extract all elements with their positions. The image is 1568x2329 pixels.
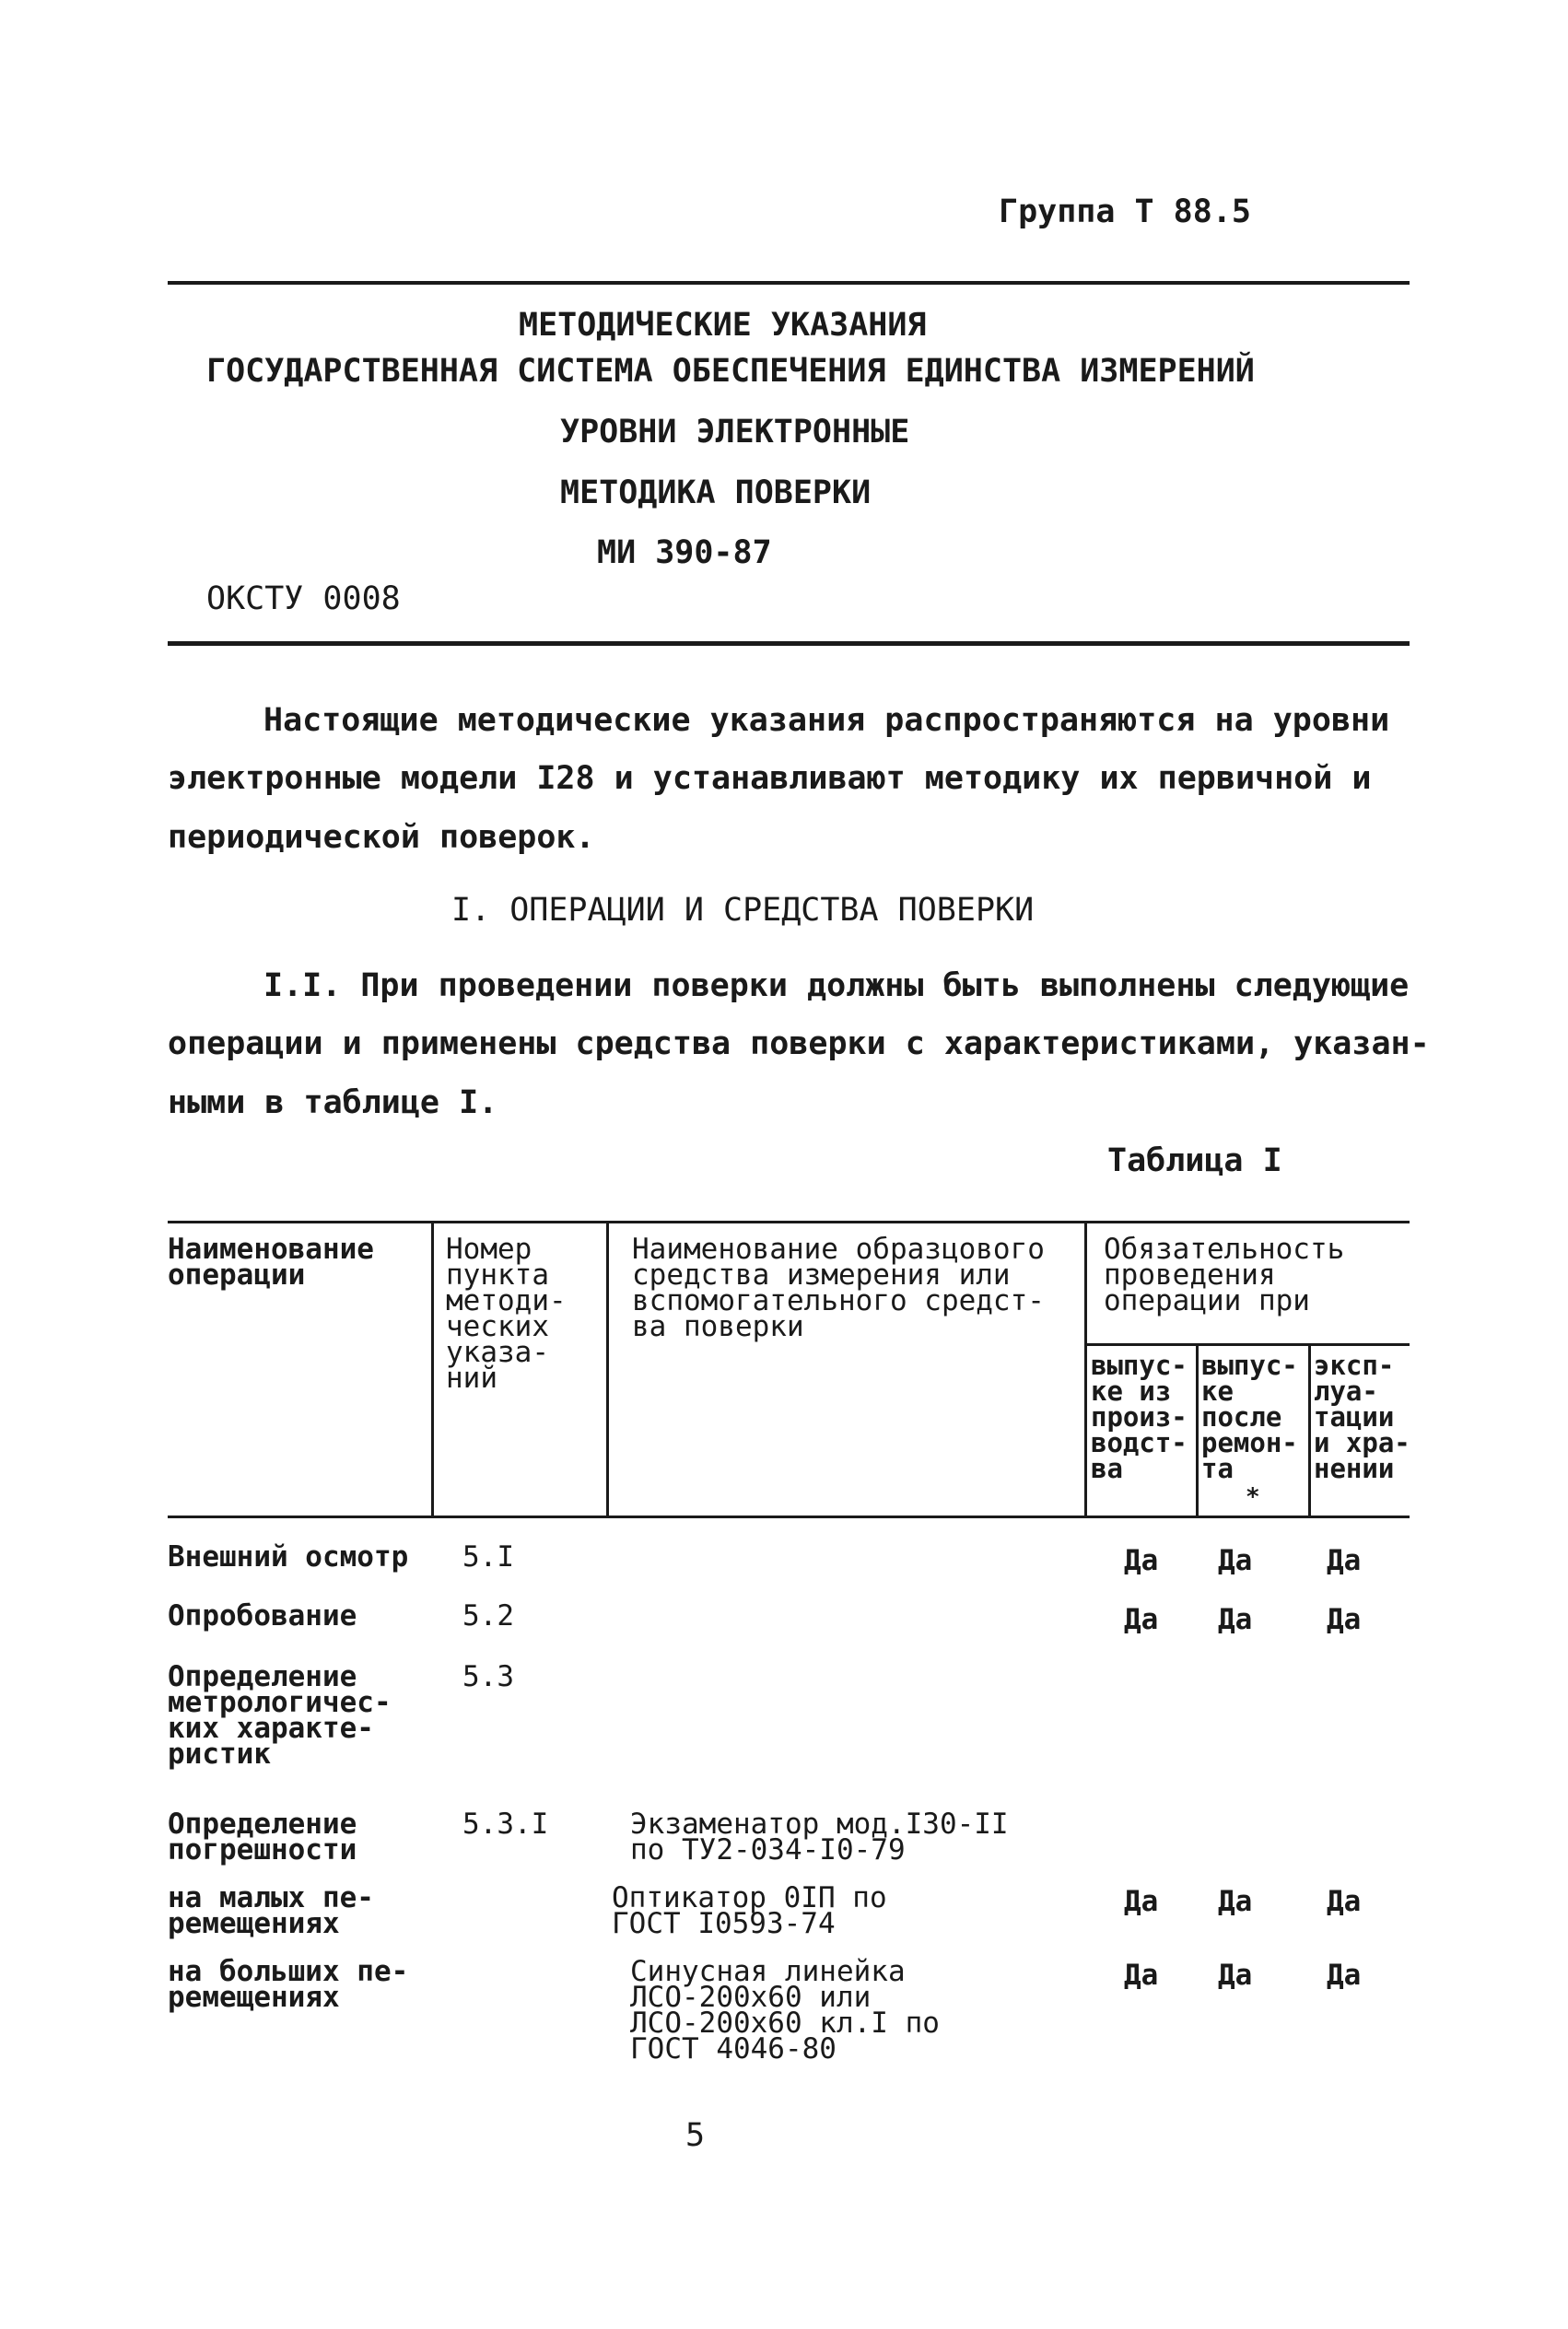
table-subheader-production: выпус- ке из произ- водст- ва (1091, 1350, 1188, 1484)
para-1-1-line-1: I.I. При проведении поверки должны быть выполнены следующие (263, 967, 1410, 1004)
intro-line-2: электронные модели I28 и устанавливают методику их первичной и (168, 760, 1372, 797)
table-subheader-after-repair: выпус- ке после ремон- та (1201, 1350, 1298, 1484)
row-production: Да (1124, 1603, 1159, 1636)
intro-line-3: периодической поверок. (168, 819, 595, 856)
row-operation-storage: Да (1327, 1885, 1362, 1918)
intro-line-1: Настоящие методические указания распространяются на уровни (263, 702, 1390, 739)
row-operation: на малых пе- ремещениях (168, 1881, 374, 1940)
group-code: Группа Т 88.5 (999, 193, 1251, 230)
table-footnote-mark: * (1246, 1483, 1260, 1511)
para-1-1-line-3: ными в таблице I. (168, 1084, 498, 1121)
table-col-divider (1196, 1343, 1199, 1516)
row-item-number: 5.I (462, 1540, 514, 1574)
row-item-number: 5.2 (462, 1599, 514, 1633)
row-operation-storage: Да (1327, 1959, 1362, 1992)
row-after-repair: Да (1218, 1544, 1253, 1577)
table-col-divider (606, 1221, 609, 1516)
row-means: Экзаменатор мод.I30-II по ТУ2-034-I0-79 (630, 1808, 1009, 1867)
header-title-4: МЕТОДИКА ПОВЕРКИ (560, 474, 872, 511)
row-operation: Определение метрологичес- ких характе- ристик (168, 1660, 392, 1771)
header-top-rule (168, 281, 1410, 285)
table-subheader-operation-storage: эксп- луа- тации и хра- нении (1314, 1350, 1410, 1484)
table-top-border (168, 1221, 1410, 1223)
row-operation: Определение погрешности (168, 1808, 357, 1867)
row-production: Да (1124, 1885, 1159, 1918)
row-item-number: 5.3.I (462, 1808, 549, 1841)
header-bottom-rule (168, 641, 1410, 646)
table-header-required: Обязательность проведения операции при (1104, 1233, 1345, 1317)
row-operation: Опробование (168, 1599, 357, 1633)
table-col-divider (431, 1221, 434, 1516)
table-col-divider (1084, 1221, 1087, 1516)
table-header-means: Наименование образцового средства измерения или вспомогательного средст- ва поверки (632, 1233, 1045, 1343)
row-production: Да (1124, 1959, 1159, 1992)
page-number: 5 (685, 2117, 706, 2154)
row-item-number: 5.3 (462, 1660, 514, 1693)
document-code: МИ 390-87 (597, 534, 772, 571)
row-after-repair: Да (1218, 1959, 1253, 1992)
table-col-divider (1308, 1343, 1311, 1516)
table-header-operation: Наименование операции (168, 1233, 374, 1292)
row-operation-storage: Да (1327, 1544, 1362, 1577)
row-means: Оптикатор 0IП по ГОСТ I0593-74 (612, 1881, 887, 1940)
row-operation: на больших пе- ремещениях (168, 1955, 409, 2014)
section-title: I. ОПЕРАЦИИ И СРЕДСТВА ПОВЕРКИ (451, 892, 1035, 929)
header-title-1: МЕТОДИЧЕСКИЕ УКАЗАНИЯ (519, 307, 927, 344)
para-1-1-line-2: операции и применены средства поверки с характеристиками, указан- (168, 1025, 1430, 1062)
row-means: Синусная линейка ЛСО-200х60 или ЛСО-200х60 кл.I по ГОСТ 4046-80 (630, 1955, 940, 2066)
row-operation: Внешний осмотр (168, 1540, 409, 1574)
header-title-2: ГОСУДАРСТВЕННАЯ СИСТЕМА ОБЕСПЕЧЕНИЯ ЕДИНСТВА ИЗМЕРЕНИЙ (206, 353, 1255, 390)
table-caption: Таблица I (1107, 1142, 1282, 1179)
row-operation-storage: Да (1327, 1603, 1362, 1636)
table-header-bottom-border (168, 1516, 1410, 1518)
table-header-item-number: Номер пункта методи- ческих указа- ний (446, 1233, 567, 1395)
row-after-repair: Да (1218, 1603, 1253, 1636)
table-subheader-rule (1084, 1343, 1410, 1346)
row-production: Да (1124, 1544, 1159, 1577)
okstu-code: ОКСТУ 0008 (206, 580, 401, 617)
row-after-repair: Да (1218, 1885, 1253, 1918)
header-title-3: УРОВНИ ЭЛЕКТРОННЫЕ (560, 414, 910, 451)
